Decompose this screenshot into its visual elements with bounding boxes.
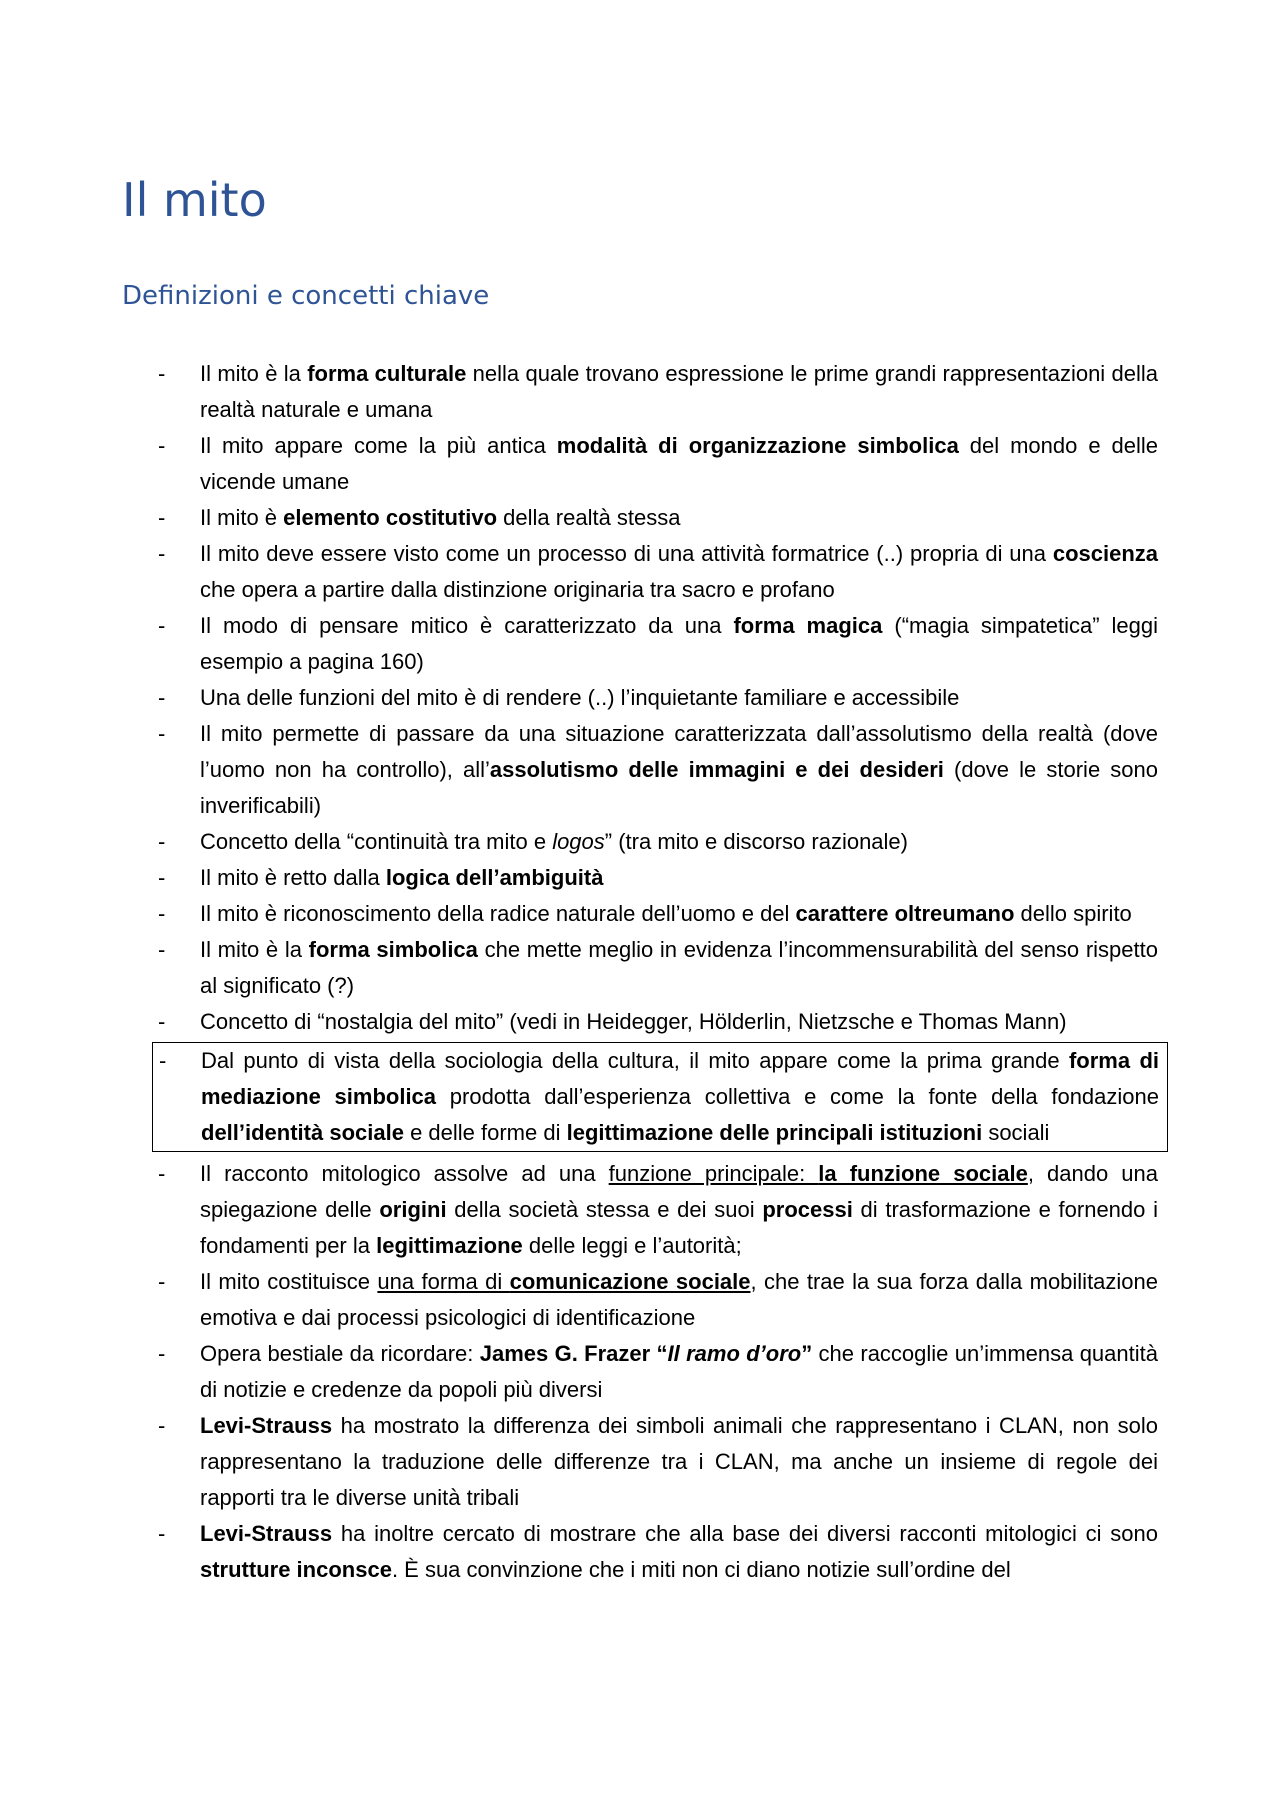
list-item: - Concetto di “nostalgia del mito” (vedi in Heidegger, Hölderlin, Nietzsche e Thomas Mann): [158, 1004, 1158, 1040]
list-item: - Il modo di pensare mitico è caratterizzato da una forma magica (“magia simpatetica” leggi esempio a pagina 160): [158, 608, 1158, 680]
bullet-dash: -: [158, 433, 166, 458]
page-title: Il mito: [122, 173, 267, 227]
list-item: - Il mito è retto dalla logica dell’ambiguità: [158, 860, 1158, 896]
list-item: - Opera bestiale da ricordare: James G. Frazer “Il ramo d’oro” che raccoglie un’immensa quantità di notizie e credenze da popoli più diversi: [158, 1336, 1158, 1408]
list-item: - Concetto della “continuità tra mito e logos” (tra mito e discorso razionale): [158, 824, 1158, 860]
bullet-dash: -: [158, 505, 166, 530]
section-heading: Definizioni e concetti chiave: [122, 281, 490, 311]
bullet-dash: -: [158, 1269, 166, 1294]
list-item: - Il mito è la forma culturale nella quale trovano espressione le prime grandi rappresentazioni della realtà naturale e umana: [158, 356, 1158, 428]
list-item: - Il mito è riconoscimento della radice naturale dell’uomo e del carattere oltreumano dello spirito: [158, 896, 1158, 932]
bullet-dash: -: [158, 1521, 166, 1546]
bullet-dash: -: [158, 361, 166, 386]
bullet-dash: -: [158, 1009, 166, 1034]
list-item: - Il mito è la forma simbolica che mette meglio in evidenza l’incommensurabilità del senso rispetto al significato (?): [158, 932, 1158, 1004]
bullet-list: [158, 356, 1158, 1588]
bullet-dash: -: [158, 865, 166, 890]
bullet-dash: -: [158, 685, 166, 710]
bullet-dash: -: [158, 901, 166, 926]
bullet-dash: -: [158, 721, 166, 746]
list-item: - Levi-Strauss ha inoltre cercato di mostrare che alla base dei diversi racconti mitologici ci sono strutture inconsce. È sua convinzione che i miti non ci diano notizie sull’ordine del: [158, 1516, 1158, 1588]
list-item: - Levi-Strauss ha mostrato la differenza dei simboli animali che rappresentano i CLAN, non solo rappresentano la traduzione delle differenze tra i CLAN, ma anche un insieme di regole dei rapporti tra le diverse unità tribali: [158, 1408, 1158, 1516]
list-item: - Il mito permette di passare da una situazione caratterizzata dall’assolutismo della realtà (dove l’uomo non ha controllo), all’assolutismo delle immagini e dei desideri (dove le storie sono inverificabili): [158, 716, 1158, 824]
list-item: - Il mito appare come la più antica modalità di organizzazione simbolica del mondo e delle vicende umane: [158, 428, 1158, 500]
bullet-dash: -: [158, 937, 166, 962]
highlighted-list-item: - Dal punto di vista della sociologia della cultura, il mito appare come la prima grande forma di mediazione simbolica prodotta dall’esperienza collettiva e come la fonte della fondazione dell’identità sociale e delle forme di legittimazione delle principali istituzioni sociali: [152, 1042, 1168, 1152]
bullet-dash: -: [158, 1161, 166, 1186]
bullet-dash: -: [158, 829, 166, 854]
list-item: - Il mito è elemento costitutivo della realtà stessa: [158, 500, 1158, 536]
bullet-dash: -: [159, 1048, 167, 1073]
bullet-dash: -: [158, 1341, 166, 1366]
list-item: - Una delle funzioni del mito è di rendere (..) l’inquietante familiare e accessibile: [158, 680, 1158, 716]
list-item: - Il mito costituisce una forma di comunicazione sociale, che trae la sua forza dalla mobilitazione emotiva e dai processi psicologici di identificazione: [158, 1264, 1158, 1336]
bullet-dash: -: [158, 1413, 166, 1438]
bullet-dash: -: [158, 541, 166, 566]
bullet-dash: -: [158, 613, 166, 638]
list-item: - Il racconto mitologico assolve ad una funzione principale: la funzione sociale, dando una spiegazione delle origini della società stessa e dei suoi processi di trasformazione e fornendo i fondamenti per la legittimazione delle leggi e l’autorità;: [158, 1156, 1158, 1264]
list-item: - Il mito deve essere visto come un processo di una attività formatrice (..) propria di una coscienza che opera a partire dalla distinzione originaria tra sacro e profano: [158, 536, 1158, 608]
